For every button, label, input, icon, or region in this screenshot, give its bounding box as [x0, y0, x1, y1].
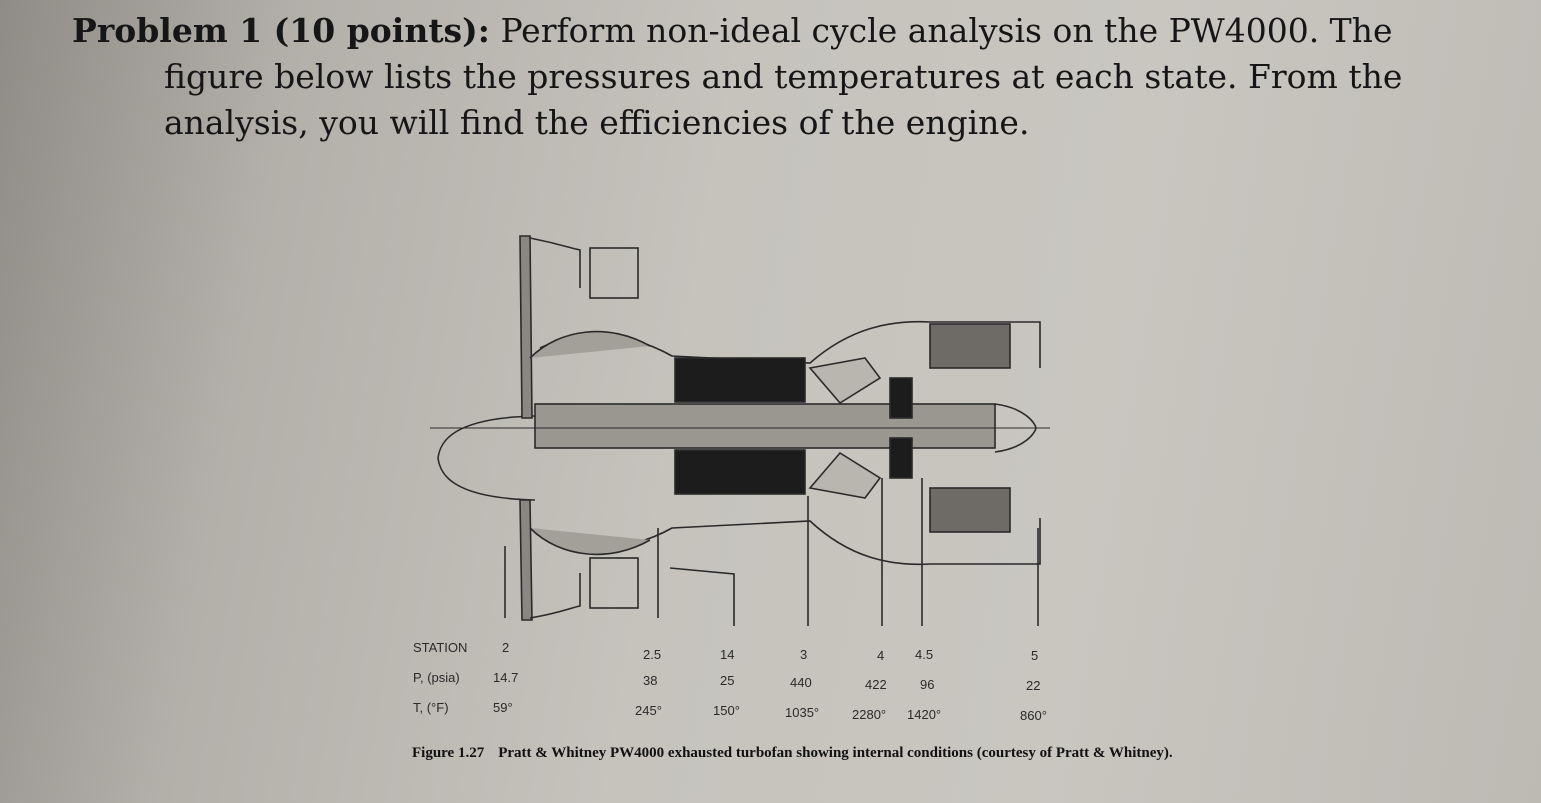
station-id: 5	[1031, 648, 1039, 663]
station-pressure: 96	[920, 677, 935, 692]
pressure-row-label: P, (psia)	[413, 670, 460, 685]
station-pressure: 422	[865, 677, 887, 692]
station-pressure: 14.7	[493, 670, 519, 685]
station-temperature: 1420°	[907, 707, 942, 722]
hp-compressor-upper	[675, 358, 805, 402]
station-pressure: 440	[790, 675, 812, 690]
problem-line-3: analysis, you will find the efficiencies of the engine.	[164, 103, 1030, 142]
station-marker-14	[670, 568, 734, 626]
station-pressure: 25	[720, 673, 735, 688]
turbofan-drawing	[410, 228, 1080, 648]
fan-blade-lower	[520, 500, 532, 620]
station-id: 4.5	[915, 647, 934, 662]
hp-turbine-upper	[890, 378, 912, 418]
station-temperature: 2280°	[852, 707, 887, 722]
station-temperature: 59°	[493, 700, 513, 715]
figure-caption-text: Pratt & Whitney PW4000 exhausted turbofan showing internal conditions (courtesy of Pratt & Whitney).	[498, 745, 1173, 761]
fan-blade-upper	[520, 236, 532, 418]
station-row-label: STATION	[413, 640, 468, 655]
combustor-upper	[810, 358, 880, 403]
station-id: 4	[877, 648, 885, 663]
station-temperature: 245°	[635, 703, 662, 718]
engine-cross-section-figure	[410, 228, 1080, 648]
station-id: 14	[720, 647, 735, 662]
combustor-lower	[810, 453, 880, 498]
station-pressure: 22	[1026, 678, 1041, 693]
figure-number: Figure 1.27	[412, 745, 485, 761]
lp-turbine-upper	[930, 324, 1010, 368]
spinner-nose	[438, 416, 535, 500]
station-id: 2.5	[643, 647, 662, 662]
hp-compressor-lower	[675, 450, 805, 494]
station-temperature: 1035°	[785, 705, 820, 720]
fan-guide-vanes-lower	[590, 558, 638, 608]
figure-caption	[412, 744, 1212, 763]
lp-compressor-lower	[530, 528, 650, 554]
problem-statement	[72, 8, 1492, 146]
station-id: 2	[502, 640, 510, 655]
main-shaft	[535, 404, 995, 448]
problem-line-1: Perform non-ideal cycle analysis on the PW4000. The	[500, 11, 1393, 50]
lp-compressor-upper	[530, 332, 650, 358]
station-temperature: 150°	[713, 703, 740, 718]
station-temperature: 860°	[1020, 708, 1047, 723]
fan-guide-vanes-upper	[590, 248, 638, 298]
problem-heading: Problem 1 (10 points):	[72, 11, 490, 50]
station-id: 3	[800, 647, 808, 662]
station-pressure: 38	[643, 673, 658, 688]
problem-line-2: figure below lists the pressures and temperatures at each state. From the	[164, 57, 1403, 96]
hp-turbine-lower	[890, 438, 912, 478]
temperature-row-label: T, (°F)	[413, 700, 449, 715]
lp-turbine-lower	[930, 488, 1010, 532]
